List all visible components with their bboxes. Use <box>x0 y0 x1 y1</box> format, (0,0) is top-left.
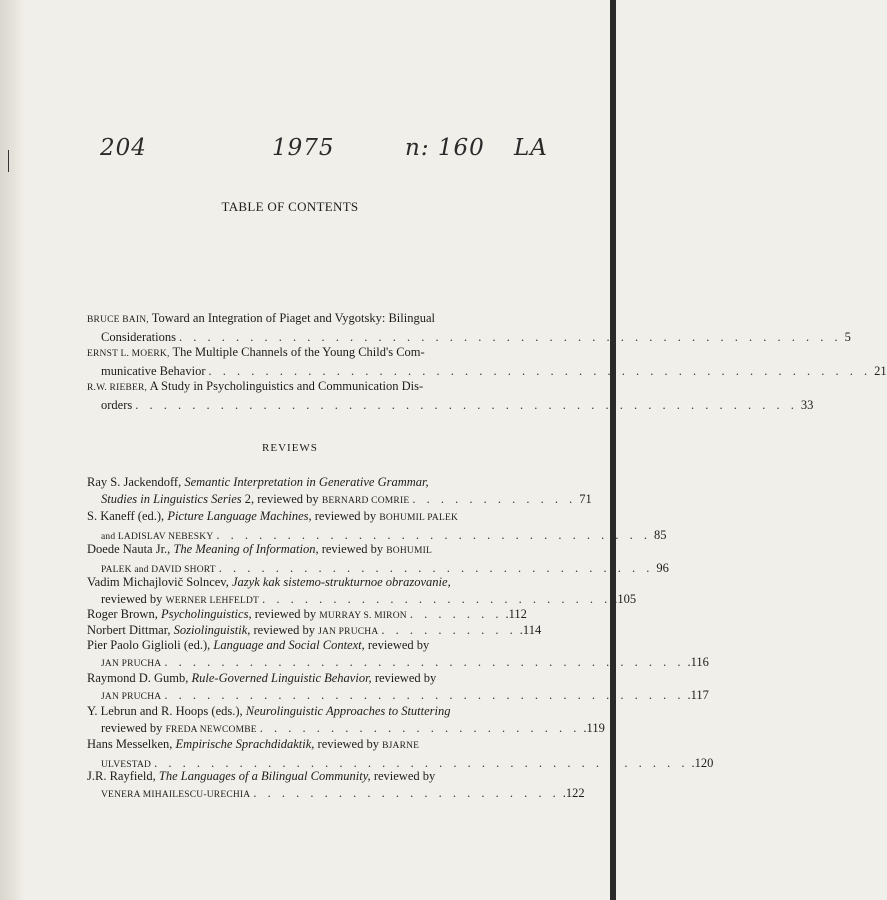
review-entry <box>87 670 709 705</box>
page-number: .119 <box>583 720 605 735</box>
page-number: .112 <box>505 607 527 621</box>
review-entry <box>87 768 585 803</box>
leader-dots: . . . . . . . . . . . . . . . . . . . . . . . . . . . . . . . . . . . . . . . . . . . . . . . <box>208 363 872 378</box>
review-author: Roger Brown, <box>87 607 158 621</box>
review-book-title: Neurolinguistic Approaches to Stuttering <box>245 704 451 718</box>
review-book-title-cont: Studies in Linguistics Series <box>101 491 242 506</box>
review-book-title: Semantic Interpretation in Generative Grammar, <box>184 475 429 489</box>
leader-dots: . . . . . . . . . . . . <box>412 491 577 506</box>
reviewed-by-text: reviewed by <box>367 638 430 652</box>
reviewer-name: VENERA MIHAILESCU-URECHIA <box>101 789 251 800</box>
page-number: .116 <box>687 654 709 669</box>
article-entry <box>87 344 887 379</box>
review-author: Vadim Michajlovič Solncev, <box>87 575 229 589</box>
review-author: S. Kaneff (ed.), <box>87 509 165 523</box>
reviewer-name: JAN PRUCHA <box>318 627 379 637</box>
leader-dots: . . . . . . . . . . . . . . . . . . . . . . . . . . . . . . . . . . . . . <box>164 687 685 702</box>
page-number: .120 <box>691 755 714 770</box>
review-author: J.R. Rayfield, <box>87 769 156 783</box>
article-entry <box>87 310 851 345</box>
handwritten-note-4: LA <box>514 135 548 161</box>
reviewer-name: WERNER LEHFELDT <box>165 595 260 606</box>
handwritten-note-3: n: 160 <box>405 135 485 161</box>
reviewed-by-text: reviewed by <box>317 737 379 751</box>
review-author: Doede Nauta Jr., <box>87 542 171 556</box>
review-author: Ray S. Jackendoff, <box>87 475 182 489</box>
page-number: .117 <box>687 687 709 702</box>
handwritten-note-2: 1975 <box>272 135 335 161</box>
handwritten-note-1: 204 <box>100 135 147 161</box>
leader-dots: . . . . . . . . . . . . . . . . . . . . . . . . . <box>262 591 612 606</box>
review-book-title: The Meaning of Information, <box>173 542 319 556</box>
review-book-title: Language and Social Context, <box>213 638 365 652</box>
review-author: Pier Paolo Giglioli (ed.), <box>87 638 211 652</box>
article-title: The Multiple Channels of the Young Child's Com- <box>172 345 425 359</box>
page-number: 71 <box>579 491 592 506</box>
review-book-title: The Languages of a Bilingual Community, <box>158 769 371 783</box>
review-author: Y. Lebrun and R. Hoops (eds.), <box>87 704 243 718</box>
review-book-title: Jazyk kak sistemo-strukturnoe obrazovanie, <box>232 575 451 589</box>
page-title: TABLE OF CONTENTS <box>221 199 359 214</box>
reviewer-name: MURRAY S. MIRON <box>319 611 407 621</box>
reviewer-name: ULVESTAD <box>101 759 152 770</box>
leader-dots: . . . . . . . <box>409 607 503 621</box>
reviewed-by-text: reviewed by <box>101 591 163 606</box>
reviewer-name: BERNARD COMRIE <box>321 495 410 506</box>
reviewed-by-text: reviewed by <box>314 509 377 523</box>
reviewer-name: BOHUMIL PALEK <box>379 513 459 523</box>
page-number: 5 <box>844 329 851 344</box>
page-number: 85 <box>654 527 667 542</box>
reviewed-by-text: reviewed by <box>101 720 163 735</box>
reviews-heading: REVIEWS <box>262 442 318 454</box>
leader-dots: . . . . . . . . . . . . . . . . . . . . . . . . . . . . . . . <box>216 527 651 542</box>
reviewed-by-text: 2, reviewed by <box>244 491 319 506</box>
article-author: ERNST L. MOERK, <box>87 349 170 359</box>
article-entry <box>87 378 814 413</box>
review-book-title: Soziolinguistik, <box>173 623 251 637</box>
leader-dots: . . . . . . . . . . <box>381 623 517 637</box>
page-number: 96 <box>656 560 669 575</box>
article-title-cont: orders <box>101 397 133 412</box>
leader-dots: . . . . . . . . . . . . . . . . . . . . . . . . . . . . . . . <box>218 560 654 575</box>
reviewer-name: JAN PRUCHA <box>101 691 162 702</box>
leader-dots: . . . . . . . . . . . . . . . . . . . . . . . . . . . . . . . . . . . . . . . . . . . . . . . <box>135 397 798 412</box>
reviewer-name: PALEK and DAVID SHORT <box>101 564 216 575</box>
review-book-title: Psycholinguistics, <box>160 607 252 621</box>
page-number: .122 <box>562 785 585 800</box>
review-entry <box>87 474 592 509</box>
review-entry <box>87 541 669 578</box>
reviewed-by-text: reviewed by <box>253 623 315 637</box>
article-author: R.W. RIEBER, <box>87 383 148 393</box>
review-entry <box>87 574 637 609</box>
margin-mark <box>8 150 9 172</box>
review-author: Hans Messelken, <box>87 737 173 751</box>
article-author: BRUCE BAIN, <box>87 315 149 325</box>
leader-dots: . . . . . . . . . . . . . . . . . . . . . . . . . . . . . . . . . . . . . . . . . . . . . . . <box>179 329 842 344</box>
leader-dots: . . . . . . . . . . . . . . . . . . . . . . <box>253 785 560 800</box>
leader-dots: . . . . . . . . . . . . . . . . . . . . . . . . . . . . . . . . . . . . . . <box>154 755 689 770</box>
reviewed-by-text: reviewed by <box>374 671 437 685</box>
reviewed-by-text: reviewed by <box>254 607 317 621</box>
article-title: Toward an Integration of Piaget and Vygotsky: Bilingual <box>151 311 435 325</box>
article-title-cont: Considerations <box>101 329 176 344</box>
leader-dots: . . . . . . . . . . . . . . . . . . . . . . . . . . . . . . . . . . . . . <box>164 654 685 669</box>
review-entry <box>87 637 709 672</box>
article-title-cont: municative Behavior <box>101 363 206 378</box>
review-entry <box>87 703 605 738</box>
page-number: .105 <box>614 591 637 606</box>
reviewer-name: JAN PRUCHA <box>101 658 162 669</box>
review-book-title: Empirische Sprachdidaktik, <box>175 737 315 751</box>
reviewed-by-text: reviewed by <box>321 542 384 556</box>
review-author: Raymond D. Gumb, <box>87 671 189 685</box>
page-number: 21 <box>874 363 887 378</box>
article-title: A Study in Psycholinguistics and Communication Dis- <box>149 379 424 393</box>
reviewer-name: BOHUMIL <box>386 546 432 556</box>
page-number: .114 <box>519 623 542 637</box>
reviewer-name: and LADISLAV NEBESKY <box>101 531 214 542</box>
page-number: 33 <box>800 397 814 412</box>
leader-dots: . . . . . . . . . . . . . . . . . . . . . . . <box>259 720 581 735</box>
review-book-title: Rule-Governed Linguistic Behavior, <box>191 671 372 685</box>
reviewer-name: FREDA NEWCOMBE <box>165 724 257 735</box>
reviewed-by-text: reviewed by <box>373 769 436 783</box>
review-author: Norbert Dittmar, <box>87 623 171 637</box>
review-book-title: Picture Language Machines, <box>167 509 312 523</box>
reviewer-name: BJARNE <box>382 741 420 751</box>
review-entry <box>87 508 667 545</box>
